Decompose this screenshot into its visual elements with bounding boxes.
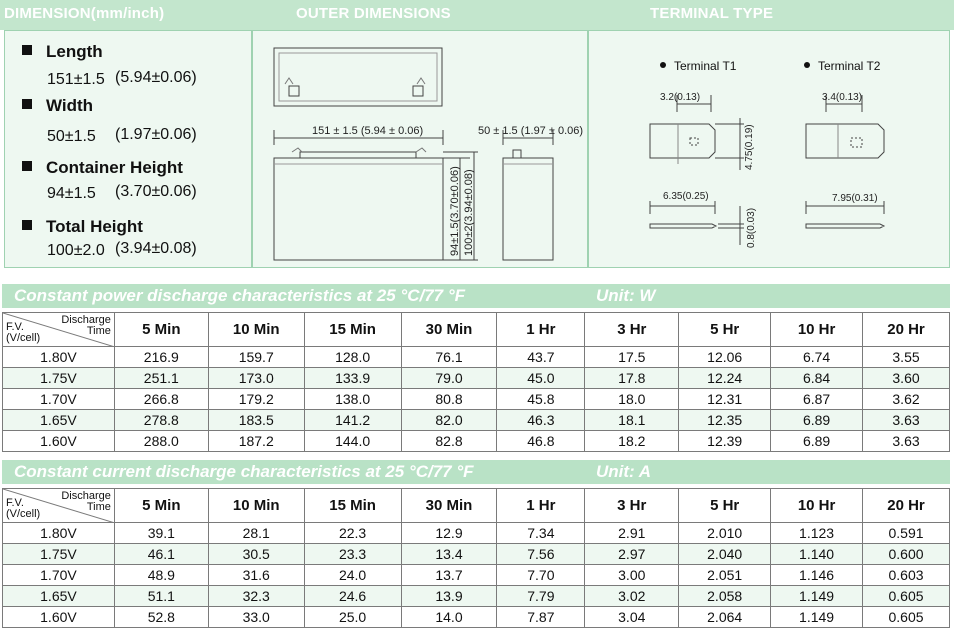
value-cell: 7.87 bbox=[497, 607, 585, 628]
terminal-top-right bbox=[413, 86, 423, 96]
value-cell: 24.0 bbox=[304, 565, 401, 586]
value-cell: 173.0 bbox=[208, 368, 304, 389]
value-cell: 1.146 bbox=[771, 565, 863, 586]
final-voltage-cell: 1.60V bbox=[3, 607, 115, 628]
power-unit: Unit: W bbox=[596, 286, 656, 305]
value-cell: 1.149 bbox=[771, 607, 863, 628]
value-cell: 12.31 bbox=[679, 389, 771, 410]
value-cell: 76.1 bbox=[401, 347, 497, 368]
column-header: 5 Min bbox=[114, 313, 208, 347]
spec-container-height-inch: (3.70±0.06) bbox=[115, 183, 197, 200]
value-cell: 18.1 bbox=[585, 410, 679, 431]
value-cell: 144.0 bbox=[304, 431, 401, 452]
value-cell: 6.74 bbox=[771, 347, 863, 368]
table-corner-cell bbox=[3, 489, 115, 523]
power-title-text: Constant power discharge characteristics at 25 °C/77 °F bbox=[14, 286, 466, 305]
value-cell: 18.0 bbox=[585, 389, 679, 410]
column-header: 5 Hr bbox=[679, 313, 771, 347]
value-cell: 31.6 bbox=[208, 565, 304, 586]
final-voltage-cell: 1.70V bbox=[3, 389, 115, 410]
value-cell: 6.84 bbox=[771, 368, 863, 389]
power-table bbox=[2, 312, 950, 452]
spec-width-label: Width bbox=[22, 96, 93, 116]
spec-length-label: Length bbox=[22, 42, 103, 62]
value-cell: 6.89 bbox=[771, 431, 863, 452]
table-header-row bbox=[3, 489, 950, 523]
current-section-title bbox=[2, 460, 950, 484]
value-cell: 1.140 bbox=[771, 544, 863, 565]
terminal-t2-shape bbox=[806, 124, 884, 158]
column-header: 10 Hr bbox=[771, 489, 863, 523]
terminal-top-left bbox=[289, 86, 299, 96]
value-cell: 0.591 bbox=[863, 523, 950, 544]
value-cell: 216.9 bbox=[114, 347, 208, 368]
width-dimension-label: 50 ± 1.5 (1.97 ± 0.06) bbox=[478, 125, 584, 137]
value-cell: 12.39 bbox=[679, 431, 771, 452]
value-cell: 0.605 bbox=[863, 607, 950, 628]
value-cell: 12.9 bbox=[401, 523, 497, 544]
terminal-t1-shape bbox=[650, 124, 715, 158]
value-cell: 0.603 bbox=[863, 565, 950, 586]
terminal-t1-label: Terminal T1 bbox=[660, 59, 736, 73]
dimension-header: DIMENSION(mm/inch) bbox=[4, 5, 165, 22]
column-header: 3 Hr bbox=[585, 313, 679, 347]
table-header-row bbox=[3, 313, 950, 347]
column-header: 30 Min bbox=[401, 313, 497, 347]
value-cell: 6.89 bbox=[771, 410, 863, 431]
value-cell: 0.600 bbox=[863, 544, 950, 565]
value-cell: 1.149 bbox=[771, 586, 863, 607]
value-cell: 7.34 bbox=[497, 523, 585, 544]
value-cell: 1.123 bbox=[771, 523, 863, 544]
outer-dimensions-header: OUTER DIMENSIONS bbox=[296, 5, 451, 22]
value-cell: 52.8 bbox=[114, 607, 208, 628]
value-cell: 18.2 bbox=[585, 431, 679, 452]
terminal-t1-side bbox=[650, 224, 716, 228]
value-cell: 187.2 bbox=[208, 431, 304, 452]
current-unit: Unit: A bbox=[596, 462, 652, 481]
current-table bbox=[2, 488, 950, 628]
value-cell: 2.051 bbox=[679, 565, 771, 586]
value-cell: 266.8 bbox=[114, 389, 208, 410]
value-cell: 17.8 bbox=[585, 368, 679, 389]
value-cell: 2.010 bbox=[679, 523, 771, 544]
value-cell: 2.97 bbox=[585, 544, 679, 565]
table-row bbox=[3, 544, 950, 565]
corner-fv-vcell: F.V. (V/cell) bbox=[6, 321, 41, 344]
final-voltage-cell: 1.75V bbox=[3, 544, 115, 565]
value-cell: 7.79 bbox=[497, 586, 585, 607]
current-title-text: Constant current discharge characteristics at 25 °C/77 °F bbox=[14, 462, 474, 481]
corner-discharge-time: Discharge Time bbox=[61, 490, 111, 513]
t2-width-label: 3.4(0.13) bbox=[822, 92, 863, 103]
spec-width-inch: (1.97±0.06) bbox=[115, 126, 197, 143]
power-section-title bbox=[2, 284, 950, 308]
spec-container-height-mm: 94±1.5 bbox=[47, 185, 96, 202]
column-header: 10 Min bbox=[208, 489, 304, 523]
final-voltage-cell: 1.65V bbox=[3, 410, 115, 431]
final-voltage-cell: 1.80V bbox=[3, 347, 115, 368]
final-voltage-cell: 1.70V bbox=[3, 565, 115, 586]
value-cell: 179.2 bbox=[208, 389, 304, 410]
value-cell: 14.0 bbox=[401, 607, 497, 628]
final-voltage-cell: 1.60V bbox=[3, 431, 115, 452]
value-cell: 2.91 bbox=[585, 523, 679, 544]
t1-thickness-label: 0.8(0.03) bbox=[746, 207, 757, 248]
value-cell: 23.3 bbox=[304, 544, 401, 565]
value-cell: 12.06 bbox=[679, 347, 771, 368]
value-cell: 28.1 bbox=[208, 523, 304, 544]
value-cell: 48.9 bbox=[114, 565, 208, 586]
value-cell: 51.1 bbox=[114, 586, 208, 607]
corner-discharge-time: Discharge Time bbox=[61, 314, 111, 337]
value-cell: 3.55 bbox=[863, 347, 950, 368]
battery-top-view bbox=[274, 48, 442, 106]
final-voltage-cell: 1.80V bbox=[3, 523, 115, 544]
value-cell: 141.2 bbox=[304, 410, 401, 431]
column-header: 5 Min bbox=[114, 489, 208, 523]
spec-width-mm: 50±1.5 bbox=[47, 128, 96, 145]
value-cell: 33.0 bbox=[208, 607, 304, 628]
table-row bbox=[3, 523, 950, 544]
value-cell: 6.87 bbox=[771, 389, 863, 410]
column-header: 5 Hr bbox=[679, 489, 771, 523]
terminal-t2-label: Terminal T2 bbox=[804, 59, 880, 73]
column-header: 1 Hr bbox=[497, 313, 585, 347]
table-row bbox=[3, 368, 950, 389]
spec-container-height-label: Container Height bbox=[22, 158, 183, 178]
value-cell: 13.4 bbox=[401, 544, 497, 565]
t1-width-label: 3.2(0.13) bbox=[660, 92, 701, 103]
column-header: 3 Hr bbox=[585, 489, 679, 523]
value-cell: 2.058 bbox=[679, 586, 771, 607]
value-cell: 3.62 bbox=[863, 389, 950, 410]
value-cell: 7.70 bbox=[497, 565, 585, 586]
value-cell: 251.1 bbox=[114, 368, 208, 389]
outer-dimensions-drawing bbox=[0, 0, 954, 270]
value-cell: 3.63 bbox=[863, 431, 950, 452]
container-height-dimension-label: 94±1.5(3.70±0.06) bbox=[449, 166, 461, 256]
table-row bbox=[3, 565, 950, 586]
length-dimension-label: 151 ± 1.5 (5.94 ± 0.06) bbox=[312, 125, 424, 137]
value-cell: 45.0 bbox=[497, 368, 585, 389]
value-cell: 7.56 bbox=[497, 544, 585, 565]
value-cell: 2.040 bbox=[679, 544, 771, 565]
value-cell: 138.0 bbox=[304, 389, 401, 410]
value-cell: 13.9 bbox=[401, 586, 497, 607]
table-row bbox=[3, 607, 950, 628]
value-cell: 3.00 bbox=[585, 565, 679, 586]
terminal-t2-side bbox=[806, 224, 884, 228]
final-voltage-cell: 1.65V bbox=[3, 586, 115, 607]
column-header: 10 Min bbox=[208, 313, 304, 347]
table-corner-cell bbox=[3, 313, 115, 347]
value-cell: 30.5 bbox=[208, 544, 304, 565]
column-header: 10 Hr bbox=[771, 313, 863, 347]
table-row bbox=[3, 347, 950, 368]
battery-side-view bbox=[503, 158, 553, 260]
value-cell: 43.7 bbox=[497, 347, 585, 368]
value-cell: 3.60 bbox=[863, 368, 950, 389]
value-cell: 3.02 bbox=[585, 586, 679, 607]
column-header: 1 Hr bbox=[497, 489, 585, 523]
final-voltage-cell: 1.75V bbox=[3, 368, 115, 389]
table-row bbox=[3, 586, 950, 607]
value-cell: 288.0 bbox=[114, 431, 208, 452]
value-cell: 82.0 bbox=[401, 410, 497, 431]
value-cell: 46.3 bbox=[497, 410, 585, 431]
column-header: 15 Min bbox=[304, 489, 401, 523]
value-cell: 17.5 bbox=[585, 347, 679, 368]
table-row bbox=[3, 389, 950, 410]
value-cell: 25.0 bbox=[304, 607, 401, 628]
value-cell: 278.8 bbox=[114, 410, 208, 431]
spec-total-height-inch: (3.94±0.08) bbox=[115, 240, 197, 257]
value-cell: 128.0 bbox=[304, 347, 401, 368]
spec-total-height-label: Total Height bbox=[22, 217, 143, 237]
value-cell: 2.064 bbox=[679, 607, 771, 628]
spec-length-mm: 151±1.5 bbox=[47, 71, 105, 88]
table-row bbox=[3, 410, 950, 431]
value-cell: 46.1 bbox=[114, 544, 208, 565]
column-header: 20 Hr bbox=[863, 313, 950, 347]
spec-total-height-mm: 100±2.0 bbox=[47, 242, 105, 259]
value-cell: 32.3 bbox=[208, 586, 304, 607]
value-cell: 133.9 bbox=[304, 368, 401, 389]
battery-front-view bbox=[274, 158, 443, 260]
value-cell: 82.8 bbox=[401, 431, 497, 452]
value-cell: 3.04 bbox=[585, 607, 679, 628]
t1-height-label: 4.75(0.19) bbox=[744, 124, 755, 170]
table-row bbox=[3, 431, 950, 452]
value-cell: 80.8 bbox=[401, 389, 497, 410]
value-cell: 22.3 bbox=[304, 523, 401, 544]
corner-fv-vcell: F.V. (V/cell) bbox=[6, 497, 41, 520]
column-header: 20 Hr bbox=[863, 489, 950, 523]
value-cell: 0.605 bbox=[863, 586, 950, 607]
value-cell: 79.0 bbox=[401, 368, 497, 389]
value-cell: 3.63 bbox=[863, 410, 950, 431]
value-cell: 39.1 bbox=[114, 523, 208, 544]
value-cell: 45.8 bbox=[497, 389, 585, 410]
value-cell: 12.35 bbox=[679, 410, 771, 431]
terminal-type-header: TERMINAL TYPE bbox=[650, 5, 774, 22]
value-cell: 24.6 bbox=[304, 586, 401, 607]
value-cell: 12.24 bbox=[679, 368, 771, 389]
t1-length-label: 6.35(0.25) bbox=[663, 191, 709, 202]
total-height-dimension-label: 100±2(3.94±0.08) bbox=[463, 169, 475, 256]
column-header: 30 Min bbox=[401, 489, 497, 523]
t2-length-label: 7.95(0.31) bbox=[832, 193, 878, 204]
value-cell: 159.7 bbox=[208, 347, 304, 368]
value-cell: 46.8 bbox=[497, 431, 585, 452]
value-cell: 13.7 bbox=[401, 565, 497, 586]
column-header: 15 Min bbox=[304, 313, 401, 347]
spec-length-inch: (5.94±0.06) bbox=[115, 69, 197, 86]
value-cell: 183.5 bbox=[208, 410, 304, 431]
